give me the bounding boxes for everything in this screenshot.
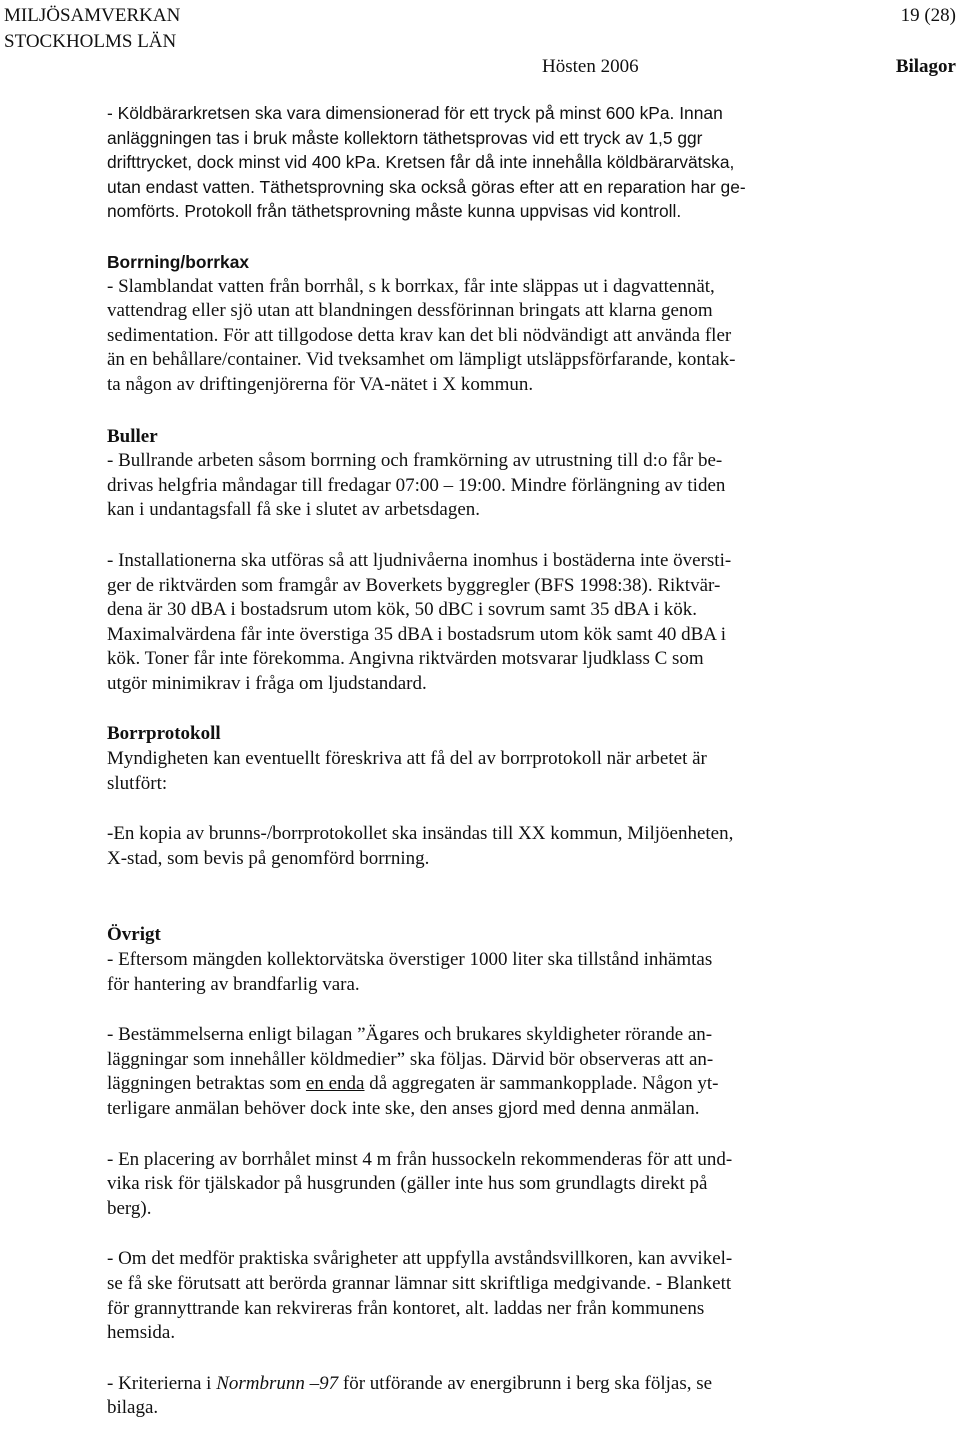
header-date: Hösten 2006 <box>542 56 639 77</box>
underlined-text: en enda <box>305 1073 365 1095</box>
heading-borrning: Borrning/borrkax <box>107 251 250 272</box>
text-line: utan endast vatten. Täthetsprovning ska också göras efter att en reparation har ge- <box>107 176 746 197</box>
kopia-paragraph <box>107 822 877 871</box>
document-body <box>107 101 877 1421</box>
text-line: vika risk för tjälskador på husgrunden (gäller inte hus som grundlagts direkt på <box>107 1173 708 1195</box>
text-run: då aggregaten är sammankopplade. Någon yt- <box>364 1073 719 1095</box>
text-line: för hantering av brandfarlig vara. <box>107 973 360 995</box>
italic-text: Normbrunn –97 <box>216 1372 339 1394</box>
ovrigt-paragraph-3 <box>107 1148 877 1222</box>
text-line: nomförts. Protokoll från täthetsprovning måste kunna uppvisas vid kontroll. <box>107 201 682 222</box>
buller-paragraph-2 <box>107 549 877 697</box>
text-line: Myndigheten kan eventuellt föreskriva att få del av borrprotokoll när arbetet är <box>107 748 707 770</box>
text-line: se få ske förutsatt att berörda grannar lämnar sitt skriftliga medgivande. - Blankett <box>107 1272 732 1294</box>
heading-borrprotokoll: Borrprotokoll <box>107 723 221 745</box>
text-line: - Köldbärarkretsen ska vara dimensionerad för ett tryck på minst 600 kPa. Innan <box>107 103 723 123</box>
text-line: anläggningen tas i bruk måste kollektorn täthetsprovas vid ett tryck av 1,5 ggr <box>107 127 703 148</box>
section-title: Bilagor <box>895 56 956 77</box>
text-line: bilaga. <box>107 1397 159 1419</box>
text-line: utgör minimikrav i fråga om ljudstandard. <box>107 672 427 694</box>
page-number: 19 (28) <box>900 5 956 26</box>
text-line: - Bullrande arbeten såsom borrning och framkörning av utrustning till d:o får be- <box>107 450 723 472</box>
text-line: drifttrycket, dock minst vid 400 kPa. Kretsen får då inte innehålla köldbärarvätska, <box>107 152 735 173</box>
heading-buller: Buller <box>107 425 158 447</box>
text-line: ger de riktvärden som framgår av Boverkets byggregler (BFS 1998:38). Riktvär- <box>107 574 721 596</box>
text-line: för grannyttrande kan rekvireras från kontoret, alt. laddas ner från kommunens <box>107 1297 705 1319</box>
ovrigt-paragraph-2 <box>107 1023 877 1121</box>
text-line: -En kopia av brunns-/borrprotokollet ska insändas till XX kommun, Miljöenheten, <box>107 823 734 845</box>
org-name-line2: STOCKHOLMS LÄN <box>4 31 177 52</box>
text-line: läggningar som innehåller köldmedier” ska följas. Därvid bör observeras att an- <box>107 1048 714 1070</box>
borrprotokoll-paragraph <box>107 747 877 796</box>
text-line: - Eftersom mängden kollektorvätska överstiger 1000 liter ska tillstånd inhämtas <box>107 949 713 971</box>
text-line: drivas helgfria måndagar till fredagar 07:00 – 19:00. Mindre förlängning av tiden <box>107 474 726 496</box>
text-line: sedimentation. För att tillgodose detta krav kan det bli nödvändigt att använda fler <box>107 324 732 346</box>
text-line <box>107 1372 877 1397</box>
cooling-circuit-paragraph <box>107 101 877 224</box>
text-line: slutfört: <box>107 772 168 794</box>
text-run: läggningen betraktas som <box>107 1073 306 1095</box>
text-line: - Installationerna ska utföras så att ljudnivåerna inomhus i bostäderna inte översti- <box>107 549 732 571</box>
text-run: för utförande av energibrunn i berg ska följas, se <box>338 1372 713 1394</box>
text-line: X-stad, som bevis på genomförd borrning. <box>107 847 430 869</box>
ovrigt-paragraph-5 <box>107 1372 877 1421</box>
text-line: - Slamblandat vatten från borrhål, s k borrkax, får inte släppas ut i dagvattennät, <box>107 275 715 297</box>
text-line: berg). <box>107 1197 152 1219</box>
ovrigt-paragraph-1 <box>107 948 877 997</box>
text-line: terligare anmälan behöver dock inte ske, den anses gjord med denna anmälan. <box>107 1098 700 1119</box>
text-line: hemsida. <box>107 1322 176 1344</box>
text-line: - En placering av borrhålet minst 4 m från hussockeln rekommenderas för att und- <box>107 1148 733 1170</box>
text-run: - Kriterierna i <box>107 1372 217 1394</box>
text-line: kök. Toner får inte förekomma. Angivna riktvärden motsvarar ljudklass C som <box>107 648 704 670</box>
text-line: ta någon av driftingenjörerna för VA-nätet i X kommun. <box>107 373 534 395</box>
heading-ovrigt: Övrigt <box>107 924 161 946</box>
ovrigt-paragraph-4 <box>107 1247 877 1345</box>
org-name-line1: MILJÖSAMVERKAN <box>4 5 181 26</box>
text-line: än en behållare/container. Vid tveksamhet om lämpligt utsläppsförfarande, kontak- <box>107 349 736 371</box>
text-line: - Bestämmelserna enligt bilagan ”Ägares och brukares skyldigheter rörande an- <box>107 1024 713 1046</box>
text-line: kan i undantagsfall få ske i slutet av arbetsdagen. <box>107 499 481 521</box>
text-line: - Om det medför praktiska svårigheter att uppfylla avståndsvillkoren, kan avvikel- <box>107 1248 733 1270</box>
text-line: dena är 30 dBA i bostadsrum utom kök, 50 dBC i sovrum samt 35 dBA i kök. <box>107 599 698 621</box>
text-line: vattendrag eller sjö utan att blandningen dessförinnan bringats att klarna genom <box>107 300 713 322</box>
buller-paragraph-1 <box>107 449 877 523</box>
text-line: Maximalvärdena får inte överstiga 35 dBA i bostadsrum utom kök samt 40 dBA i <box>107 623 726 645</box>
text-line <box>107 1072 877 1097</box>
borrning-paragraph <box>107 275 877 398</box>
